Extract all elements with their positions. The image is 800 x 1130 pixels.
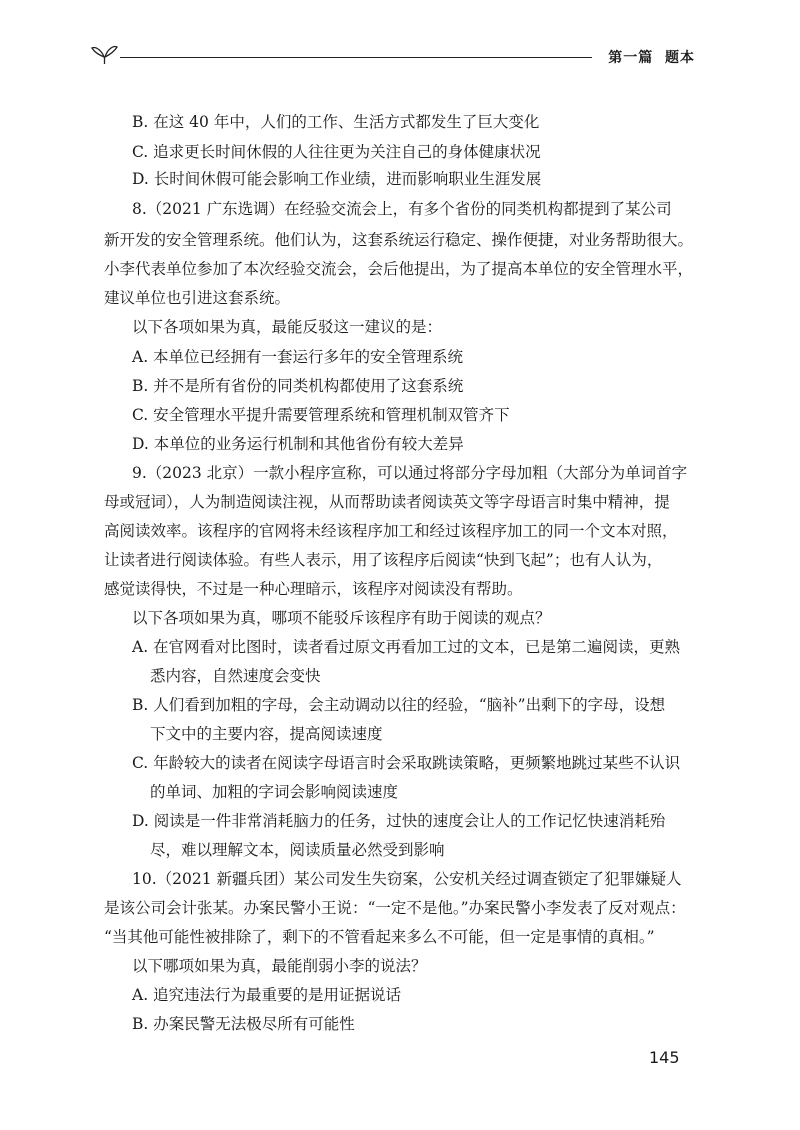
- question-stem-line: 是该公司会计张某。办案民警小王说：“一定不是他。”办案民警小李发表了反对观点：: [104, 899, 686, 917]
- question-prompt: 以下各项如果为真，最能反驳这一建议的是：: [132, 318, 443, 336]
- question-stem-line: 母或冠词），人为制造阅读注视，从而帮助读者阅读英文等字母语言时集中精神，提: [104, 493, 670, 511]
- option-line: A. 追究违法行为最重要的是用证据说话: [132, 986, 402, 1004]
- option-continuation: 尽，难以理解文本，阅读质量必然受到影响: [150, 841, 445, 859]
- option-line: B. 办案民警无法极尽所有可能性: [132, 1015, 355, 1033]
- question-stem-line: 8.（2021 广东选调）在经验交流会上，有多个省份的同类机构都提到了某公司: [132, 200, 672, 218]
- question-stem-line: 感觉读得快，不过是一种心理暗示，该程序对阅读没有帮助。: [104, 580, 523, 598]
- option-line: B. 在这 40 年中，人们的工作、生活方式都发生了巨大变化: [132, 113, 540, 131]
- option-continuation: 的单词、加粗的字词会影响阅读速度: [150, 783, 399, 801]
- question-stem-line: 10.（2021 新疆兵团）某公司发生失窃案，公安机关经过调查锁定了犯罪嫌疑人: [132, 870, 682, 888]
- option-line: C. 年龄较大的读者在阅读字母语言时会采取跳读策略，更频繁地跳过某些不认识: [132, 754, 681, 772]
- header-rule: [120, 57, 592, 58]
- option-line: D. 长时间休假可能会影响工作业绩，进而影响职业生涯发展: [132, 170, 542, 188]
- option-line: B. 人们看到加粗的字母，会主动调动以往的经验，“脑补”出剩下的字母，设想: [132, 696, 666, 714]
- question-prompt: 以下各项如果为真，哪项不能驳斥该程序有助于阅读的观点？: [132, 609, 551, 627]
- question-stem-line: 建议单位也引进这套系统。: [104, 289, 291, 307]
- section-title: 第一篇 题本: [608, 50, 695, 66]
- question-stem-line: “当其他可能性被排除了，剩下的不管看起来多么不可能，但一定是事情的真相。”: [104, 928, 655, 946]
- page-header: [90, 36, 695, 66]
- question-stem-line: 高阅读效率。该程序的官网将未经该程序加工和经过该程序加工的同一个文本对照，: [104, 522, 678, 540]
- question-stem-line: 新开发的安全管理系统。他们认为，这套系统运行稳定、操作便捷，对业务帮助很大。: [104, 231, 694, 249]
- question-prompt: 以下哪项如果为真，最能削弱小李的说法？: [132, 957, 427, 975]
- question-stem-line: 让读者进行阅读体验。有些人表示，用了该程序后阅读“快到飞起”；也有人认为，: [104, 551, 663, 569]
- option-line: A. 在官网看对比图时，读者看过原文再看加工过的文本，已是第二遍阅读，更熟: [132, 638, 681, 656]
- page-number: 145: [649, 1048, 680, 1067]
- option-line: C. 追求更长时间休假的人往往更为关注自己的身体健康状况: [132, 143, 541, 161]
- option-line: B. 并不是所有省份的同类机构都使用了这套系统: [132, 377, 464, 395]
- option-continuation: 悉内容，自然速度会变快: [150, 667, 321, 685]
- sprout-icon: [90, 36, 120, 66]
- option-line: D. 本单位的业务运行机制和其他省份有较大差异: [132, 435, 464, 453]
- option-continuation: 下文中的主要内容，提高阅读速度: [150, 725, 383, 743]
- option-line: C. 安全管理水平提升需要管理系统和管理机制双管齐下: [132, 406, 510, 424]
- option-line: A. 本单位已经拥有一套运行多年的安全管理系统: [132, 348, 464, 366]
- option-line: D. 阅读是一件非常消耗脑力的任务，过快的速度会让人的工作记忆快速消耗殆: [132, 812, 666, 830]
- question-stem-line: 小李代表单位参加了本次经验交流会，会后他提出，为了提高本单位的安全管理水平，: [104, 260, 694, 278]
- question-stem-line: 9.（2023 北京）一款小程序宣称，可以通过将部分字母加粗（大部分为单词首字: [132, 464, 688, 482]
